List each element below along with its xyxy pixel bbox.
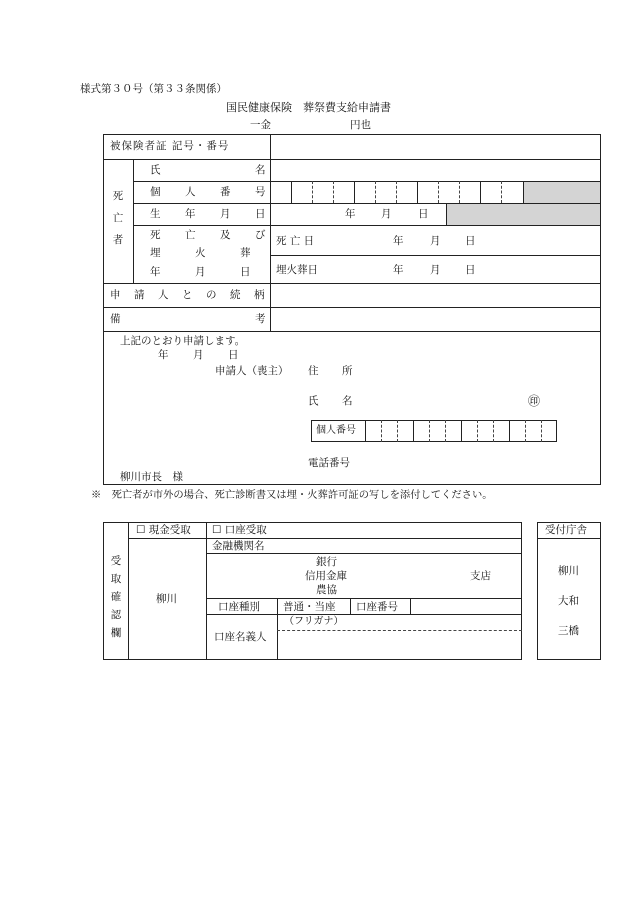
death-burial-label-3: 及 [220, 229, 231, 241]
account-number-label: 口座番号 [356, 601, 398, 613]
amount-suffix: 円也 [350, 119, 371, 131]
death-burial-label-4: び [255, 229, 266, 241]
amount-prefix: 一金 [250, 119, 271, 131]
bank-label: 銀行 [316, 556, 337, 568]
relationship-label-7: 柄 [254, 289, 265, 301]
death-month-unit: 月 [430, 235, 441, 247]
mynumber-label-3: 番 [220, 186, 231, 198]
applicant-label: 申請人（喪主） [215, 365, 289, 377]
phone-label: 電話番号 [308, 457, 350, 469]
date-label-3: 日 [240, 266, 251, 278]
furigana-label: （フリガナ） [284, 616, 344, 627]
applicant-name-label-a: 氏 [308, 395, 319, 407]
mynumber-label-2: 人 [185, 186, 196, 198]
birth-day-unit: 日 [418, 208, 429, 220]
credit-union-label: 信用金庫 [305, 570, 347, 582]
applicant-mynumber-label: 個人番号 [316, 425, 356, 436]
bank-name-label: 金融機関名 [212, 540, 265, 552]
receipt-side-label: 受取確認欄 [110, 555, 122, 639]
burial-month-unit: 月 [430, 264, 441, 276]
office-box-title: 受付庁舎 [545, 524, 587, 536]
relationship-label-3: 人 [158, 289, 169, 301]
death-burial-label-2: 亡 [185, 229, 196, 241]
office-item-yamato: 大和 [558, 595, 579, 607]
seal-mark: ㊞ [528, 394, 541, 408]
date-label-1: 年 [150, 266, 161, 278]
insurance-card-label: 被保険者証 記号・番号 [110, 140, 230, 152]
relationship-label-2: 請 [134, 289, 145, 301]
burial-label-1: 埋 [150, 247, 161, 259]
address-label-a: 住 [308, 365, 319, 377]
address-label-b: 所 [342, 365, 353, 377]
statement-day-unit: 日 [228, 349, 239, 361]
burial-label-2: 火 [195, 247, 206, 259]
birth-label-2: 年 [185, 208, 196, 220]
mynumber-label-4: 号 [255, 186, 266, 198]
relationship-label-5: の [206, 289, 217, 301]
statement-year-unit: 年 [158, 349, 169, 361]
account-holder-label: 口座名義人 [214, 631, 267, 643]
relationship-label-4: と [182, 289, 193, 301]
cash-checkbox[interactable]: ☐ 現金受取 [136, 524, 191, 536]
burial-day-unit: 日 [465, 264, 476, 276]
office-item-mitsuhashi: 三橋 [558, 625, 579, 637]
burial-date-label: 埋火葬日 [276, 264, 318, 276]
deceased-label: 死亡者 [112, 190, 124, 246]
burial-year-unit: 年 [393, 264, 404, 276]
statement: 上記のとおり申請します。 [120, 335, 246, 347]
office-item-yanagawa: 柳川 [558, 565, 579, 577]
birth-label-1: 生 [150, 208, 161, 220]
applicant-name-label-b: 名 [342, 395, 353, 407]
branch-label: 支店 [470, 570, 491, 582]
death-year-unit: 年 [393, 235, 404, 247]
account-type-label: 口座種別 [218, 601, 260, 613]
remarks-label-1: 備 [110, 313, 121, 325]
birth-month-unit: 月 [381, 208, 392, 220]
account-checkbox[interactable]: ☐ 口座受取 [212, 524, 267, 536]
death-date-label: 死 亡 日 [276, 235, 315, 247]
birth-year-unit: 年 [345, 208, 356, 220]
relationship-label-6: 続 [230, 289, 241, 301]
death-burial-label-1: 死 [150, 229, 161, 241]
remarks-label-2: 考 [255, 313, 266, 325]
statement-month-unit: 月 [193, 349, 204, 361]
name-label-a: 氏 [150, 164, 161, 176]
form-number: 様式第３０号（第３３条関係） [80, 83, 227, 95]
addressee: 柳川市長 様 [120, 471, 183, 483]
birth-label-3: 月 [220, 208, 231, 220]
birth-label-4: 日 [255, 208, 266, 220]
burial-label-3: 葬 [240, 247, 251, 259]
receipt-office: 柳川 [156, 593, 177, 605]
agri-coop-label: 農協 [316, 584, 337, 596]
note: ※ 死亡者が市外の場合、死亡診断書又は埋・火葬許可証の写しを添付してください。 [91, 489, 493, 501]
name-label-b: 名 [255, 164, 266, 176]
form-title: 国民健康保険 葬祭費支給申請書 [226, 101, 391, 114]
relationship-label-1: 申 [110, 289, 121, 301]
account-kind-options: 普通・当座 [283, 601, 336, 613]
date-label-2: 月 [195, 266, 206, 278]
mynumber-label-1: 個 [150, 186, 161, 198]
death-day-unit: 日 [465, 235, 476, 247]
